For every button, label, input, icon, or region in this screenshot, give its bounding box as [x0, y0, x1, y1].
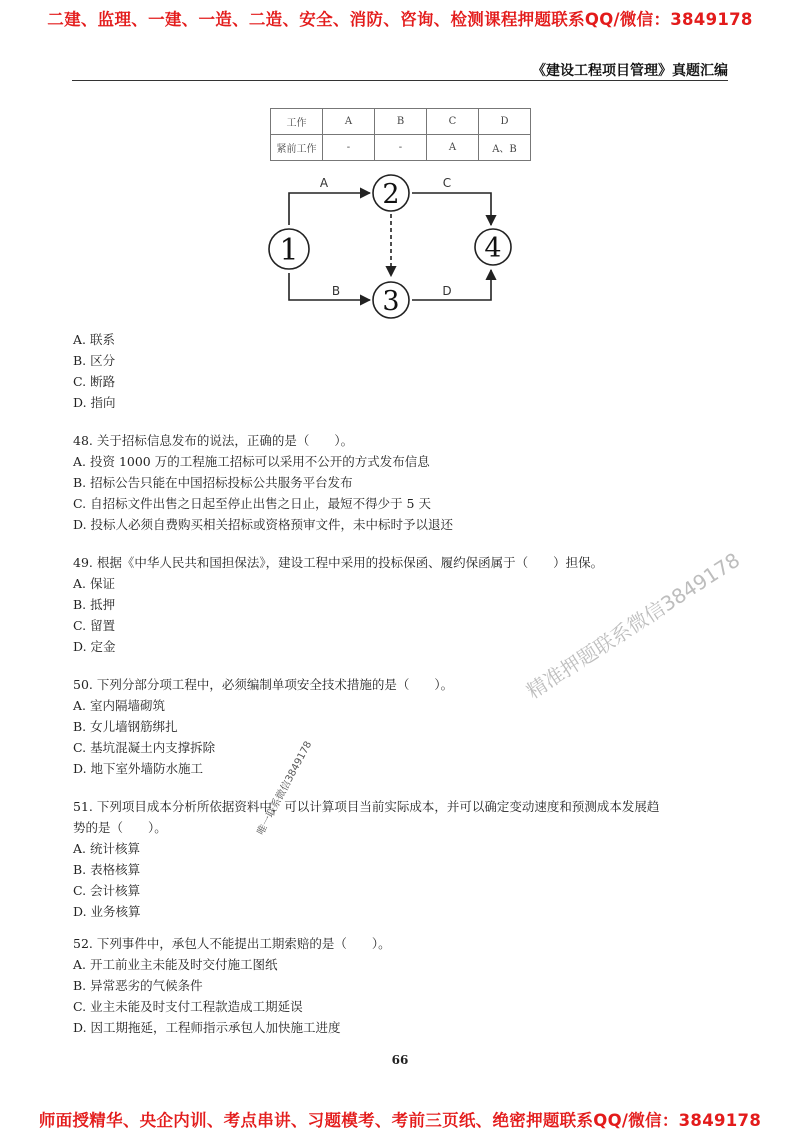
question-stem: 48. 关于招标信息发布的说法，正确的是（ ）。: [73, 433, 354, 448]
option: D. 指向: [73, 395, 116, 410]
table-row: [271, 109, 531, 135]
option: A. 室内隔墙砌筑: [73, 698, 165, 713]
top-promo-banner: 二建、监理、一建、一造、二造、安全、消防、咨询、检测课程押题联系QQ/微信：3849178: [47, 10, 753, 29]
table-row: [271, 135, 531, 161]
option: A. 统计核算: [73, 841, 140, 856]
option: B. 异常恶劣的气候条件: [73, 978, 203, 993]
arrow-label: A: [319, 176, 329, 190]
watermark-text: 唯一联系微信3849178: [255, 739, 315, 838]
table-cell: -: [323, 135, 375, 161]
table-cell: C: [427, 109, 479, 135]
option: D. 定金: [73, 639, 116, 654]
table-cell: B: [375, 109, 427, 135]
question-stem: 势的是（ ）。: [73, 820, 167, 835]
network-diagram: [262, 170, 542, 322]
option: B. 招标公告只能在中国招标投标公共服务平台发布: [73, 475, 353, 490]
document-title: 《建设工程项目管理》真题汇编: [532, 63, 728, 79]
option: D. 投标人必须自费购买相关招标或资格预审文件，未中标时予以退还: [73, 517, 454, 532]
arrow-label: D: [442, 284, 452, 298]
prev-question-options: [73, 329, 116, 413]
option: C. 会计核算: [73, 883, 141, 898]
table-cell: A: [323, 109, 375, 135]
question-stem: 51. 下列项目成本分析所依据资料中，可以计算项目当前实际成本，并可以确定变动速度和预测成本发展趋: [73, 799, 660, 814]
question-stem: 50. 下列分部分项工程中，必须编制单项安全技术措施的是（ ）。: [73, 677, 454, 692]
header-divider: [72, 80, 728, 81]
question-stem: 52. 下列事件中，承包人不能提出工期索赔的是（ ）。: [73, 936, 391, 951]
table-cell: 紧前工作: [271, 135, 323, 161]
option: D. 地下室外墙防水施工: [73, 761, 204, 776]
table-cell: 工作: [271, 109, 323, 135]
table-cell: A: [427, 135, 479, 161]
table-cell: -: [375, 135, 427, 161]
question-52: [73, 933, 391, 1038]
option: A. 开工前业主未能及时交付施工图纸: [73, 957, 278, 972]
page-number: 66: [391, 1053, 409, 1067]
option: C. 自招标文件出售之日起至停止出售之日止，最短不得少于 5 天: [73, 496, 431, 511]
option: B. 女儿墙钢筋绑扎: [73, 719, 178, 734]
question-50: [73, 674, 453, 779]
question-stem: 49. 根据《中华人民共和国担保法》，建设工程中采用的投标保函、履约保函属于（ ）担保。: [73, 555, 604, 570]
node-label: 1: [279, 233, 299, 268]
question-51: [73, 796, 659, 922]
option: B. 抵押: [73, 597, 116, 612]
option: B. 区分: [73, 353, 116, 368]
arrow-label: B: [331, 284, 341, 298]
node-label: 3: [382, 286, 400, 317]
option: D. 业务核算: [73, 904, 141, 919]
option: A. 投资 1000 万的工程施工招标可以采用不公开的方式发布信息: [73, 454, 430, 469]
option: C. 基坑混凝土内支撑拆除: [73, 740, 216, 755]
option: A. 联系: [73, 332, 115, 347]
arrow-b: [289, 273, 370, 300]
table-cell: A、B: [479, 135, 531, 161]
arrow-c: [412, 193, 491, 225]
question-48: [73, 430, 453, 535]
bottom-promo-banner: 师面授精华、央企内训、考点串讲、习题模考、考前三页纸、绝密押题联系QQ/微信：3849178: [38, 1111, 762, 1130]
predecessor-table: [270, 108, 531, 161]
option: B. 表格核算: [73, 862, 141, 877]
option: C. 业主未能及时支付工程款造成工期延误: [73, 999, 303, 1014]
arrow-a: [289, 193, 370, 225]
table-cell: D: [479, 109, 531, 135]
arrow-label: C: [442, 176, 452, 190]
option: C. 断路: [73, 374, 116, 389]
node-label: 2: [382, 179, 400, 210]
option: A. 保证: [73, 576, 115, 591]
question-49: [73, 552, 603, 657]
watermark-text: 精准押题联系微信3849178: [522, 547, 745, 704]
option: C. 留置: [73, 618, 116, 633]
node-label: 4: [484, 233, 502, 264]
option: D. 因工期拖延，工程师指示承包人加快施工进度: [73, 1020, 341, 1035]
